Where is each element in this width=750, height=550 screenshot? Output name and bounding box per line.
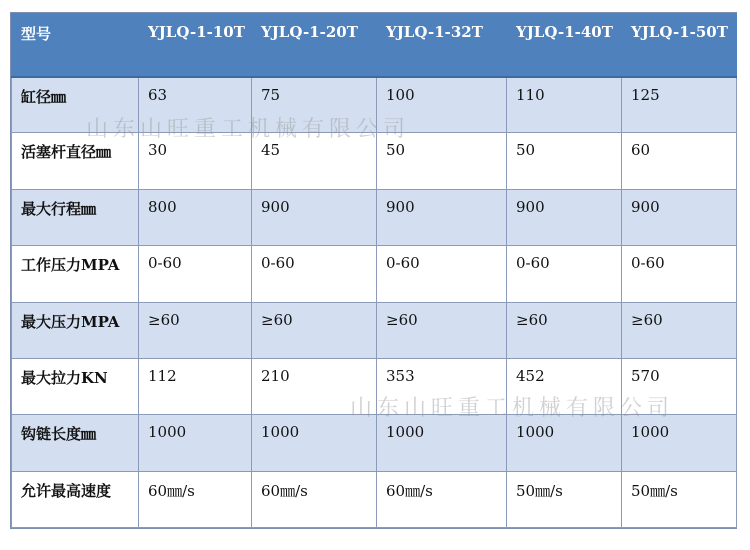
table-cell: ≥60 (377, 302, 507, 358)
table-cell: 900 (377, 189, 507, 245)
table-cell: 1000 (252, 415, 377, 471)
table-cell: 1000 (622, 415, 737, 471)
row-label: 最大压力MPA (12, 302, 139, 358)
table-cell: 50 (507, 133, 622, 189)
table-cell: 900 (622, 189, 737, 245)
table-cell: 800 (139, 189, 252, 245)
header-cell-40t: YJLQ-1-40T (507, 14, 622, 77)
table-cell: 1000 (507, 415, 622, 471)
table-cell: 1000 (377, 415, 507, 471)
row-label: 工作压力MPA (12, 246, 139, 302)
spec-table (11, 13, 737, 528)
header-cell-32t: YJLQ-1-32T (377, 14, 507, 77)
table-cell: 0-60 (252, 246, 377, 302)
table-cell: 63 (139, 77, 252, 133)
table-row (12, 77, 737, 133)
table-cell: 210 (252, 358, 377, 414)
table-cell: 50㎜/s (622, 471, 737, 527)
table-cell: 60㎜/s (139, 471, 252, 527)
table-cell: 452 (507, 358, 622, 414)
table-cell: 60 (622, 133, 737, 189)
table-cell: 50 (377, 133, 507, 189)
table-cell: 0-60 (377, 246, 507, 302)
table-cell: 1000 (139, 415, 252, 471)
table-cell: 900 (252, 189, 377, 245)
row-label: 缸径㎜ (12, 77, 139, 133)
watermark-text: 山东山旺重工机械有限公司 (86, 117, 411, 142)
table-header-row (12, 14, 737, 77)
table-cell: ≥60 (252, 302, 377, 358)
row-label: 活塞杆直径㎜ (12, 133, 139, 189)
header-cell-model: 型号 (12, 14, 139, 77)
table-row (12, 133, 737, 189)
table-cell: 125 (622, 77, 737, 133)
table-row (12, 471, 737, 527)
table-cell: 50㎜/s (507, 471, 622, 527)
table-cell: 570 (622, 358, 737, 414)
header-cell-50t: YJLQ-1-50T (622, 14, 737, 77)
row-label: 允许最高速度 (12, 471, 139, 527)
row-label: 钩链长度㎜ (12, 415, 139, 471)
watermark-text: 山东山旺重工机械有限公司 (350, 396, 675, 421)
table-cell: 100 (377, 77, 507, 133)
header-cell-20t: YJLQ-1-20T (252, 14, 377, 77)
row-label: 最大拉力KN (12, 358, 139, 414)
table-cell: 900 (507, 189, 622, 245)
table-cell: ≥60 (622, 302, 737, 358)
table-row (12, 189, 737, 245)
table-row (12, 302, 737, 358)
table-cell: 60㎜/s (252, 471, 377, 527)
table-cell: 0-60 (622, 246, 737, 302)
table-cell: ≥60 (139, 302, 252, 358)
table-cell: ≥60 (507, 302, 622, 358)
table-cell: 0-60 (507, 246, 622, 302)
table-cell: 353 (377, 358, 507, 414)
spec-table-frame (10, 12, 737, 529)
table-row (12, 246, 737, 302)
table-cell: 0-60 (139, 246, 252, 302)
table-cell: 75 (252, 77, 377, 133)
table-cell: 30 (139, 133, 252, 189)
table-row (12, 358, 737, 414)
row-label: 最大行程㎜ (12, 189, 139, 245)
table-cell: 45 (252, 133, 377, 189)
table-cell: 110 (507, 77, 622, 133)
table-cell: 60㎜/s (377, 471, 507, 527)
table-cell: 112 (139, 358, 252, 414)
header-cell-10t: YJLQ-1-10T (139, 14, 252, 77)
table-row (12, 415, 737, 471)
